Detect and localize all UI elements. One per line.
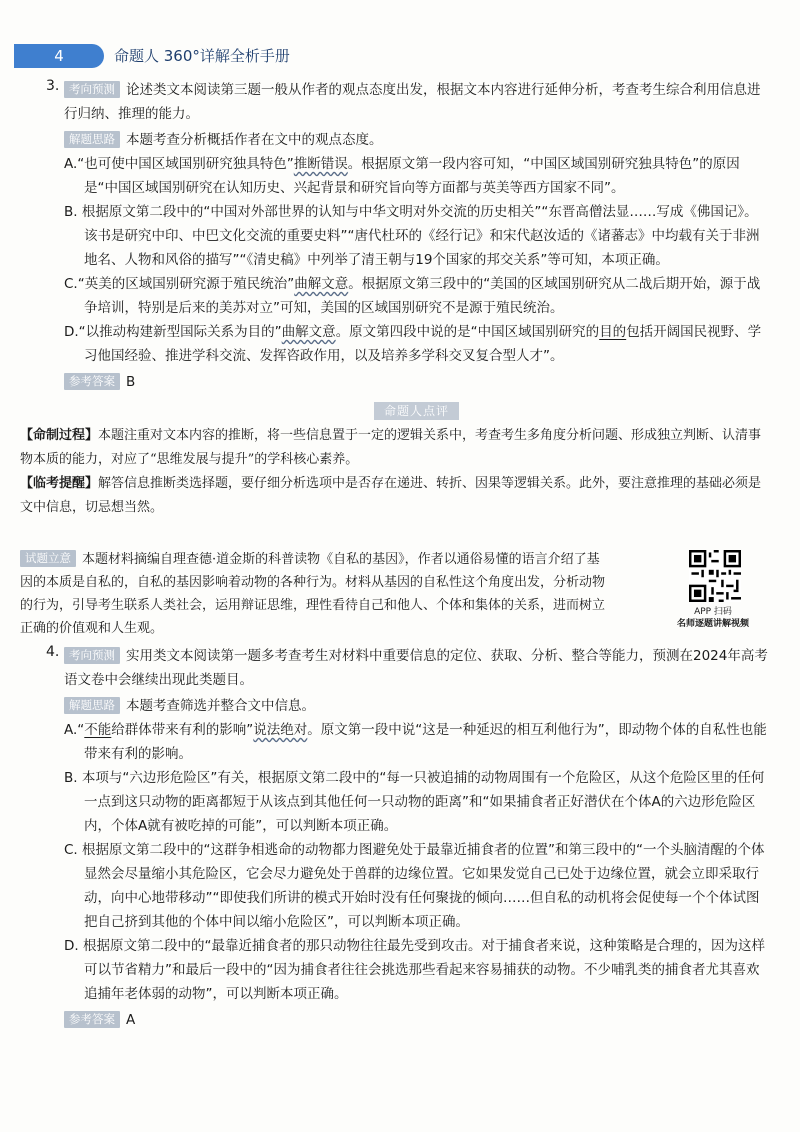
q3-d-mid1: 。原文第四段中说的是“中国区域国别研究的 xyxy=(335,324,600,340)
q4-a-prefix: A.“ xyxy=(64,722,85,738)
q4-a-error: 说法绝对 xyxy=(253,722,308,738)
q4-option-d: D. 根据原文第二段中的“最靠近捕食者的那只动物往往最先受到攻击。对于捕食者来说，这种策略是合理的，因为这样可以节省精力”和最后一段中的“因为捕食者往往会挑选那些看起来容易捕获的动物。不少哺乳类的捕食者尤其喜欢追捕年老体弱的动物”，可以判断本项正确。 xyxy=(64,938,765,1002)
q3-option-b: B. 根据原文第二段中的“中国对外部世界的认知与中华文明对外交流的历史相关”“东晋高僧法显……写成《佛国记》。该书是研究中印、中巴文化交流的重要史料”“唐代杜环的《经行记》和宋代赵汝适的《诸蕃志》中均载有关于非洲地名、人物和风俗的描写”“《清史稿》中列举了清王朝与19个国家的邦交关系”等可知，本项正确。 xyxy=(64,204,760,268)
tag-answer: 参考答案 xyxy=(64,373,120,390)
tag-intro: 试题立意 xyxy=(20,550,76,567)
question-3-number: 3. xyxy=(46,78,60,94)
q3-d-mid2: 包括开阔国民视野、学习他国经验、推进学科交流、发挥咨政作用，以及培养多学科交叉复合型人才”。 xyxy=(84,324,762,364)
page-number: 4 xyxy=(14,44,104,68)
process-label: 【命制过程】 xyxy=(20,428,99,443)
q3-a-error: 推断错误 xyxy=(293,156,348,172)
question-4-number: 4. xyxy=(46,644,60,660)
q3-option-c xyxy=(64,272,769,320)
q3-c-rest: 。根据原文第三段中的“美国的区域国别研究从二战后期开始，源于战争培训，特别是后来的美苏对立”可知，美国的区域国别研究不是源于殖民统治。 xyxy=(84,276,761,316)
q4-approach-text: 本题考查筛选并整合文中信息。 xyxy=(126,698,315,714)
q3-predict xyxy=(64,78,769,126)
tag-answer-4: 参考答案 xyxy=(64,1011,120,1028)
q4-predict xyxy=(64,644,769,692)
q4-a-underline: 不能 xyxy=(84,722,112,738)
qr-code-icon[interactable] xyxy=(689,550,741,602)
commentary-title-wrap xyxy=(64,400,769,420)
q3-a-prefix: A.“也可使中国区域国别研究独具特色” xyxy=(64,156,294,172)
q3-d-underline: 目的 xyxy=(599,324,627,340)
intro-text-block xyxy=(20,548,610,640)
q4-answer xyxy=(64,1008,769,1032)
tip-text: 解答信息推断类选择题，要仔细分析选项中是否存在递进、转折、因果等逻辑关系。此外，要注意推理的基础必须是文中信息，切忌想当然。 xyxy=(20,476,762,515)
process-text: 本题注重对文本内容的推断，将一些信息置于一定的逻辑关系中，考查考生多角度分析问题、形成独立判断、认清事物本质的能力，对应了“思维发展与提升”的学科核心素养。 xyxy=(20,428,762,467)
commentary-process xyxy=(20,424,769,472)
q4-option-b: B. 本项与“六边形危险区”有关，根据原文第二段中的“每一只被追捕的动物周围有一个危险区，从这个危险区里的任何一点到这只动物的距离都短于从该点到其他任何一只动物的距离”和“如果捕食者正好潜伏在个体A的六边形危险区内，个体A就有被吃掉的可能”，可以判断本项正确。 xyxy=(64,770,765,834)
q3-d-prefix: D.“以推动构建新型国际关系为目的” xyxy=(64,324,282,340)
q4-a-rest: 。原文第一段中说“这是一种延迟的相互利他行为”，即动物个体的自私性也能带来有利的影响。 xyxy=(84,722,767,762)
tag-predict: 考向预测 xyxy=(64,81,120,98)
q4-option-c: C. 根据原文第二段中的“这群争相逃命的动物都力图避免处于最靠近捕食者的位置”和第三段中的“一个头脑清醒的个体显然会尽量缩小其危险区，它会尽力避免处于兽群的边缘位置。它如果发觉自己已处于边缘位置，就会立即采取行动，向中心地带移动”“即使我们所讲的模式开始时没有任何聚拢的倾向……但自私的动机将会促使每一个个体试图把自己挤到其他的个体中间以缩小危险区”，可以判断本项正确。 xyxy=(64,842,765,930)
intro-section xyxy=(20,548,769,640)
q4-predict-text: 实用类文本阅读第一题多考查考生对材料中重要信息的定位、获取、分析、整合等能力，预测在2024年高考语文卷中会继续出现此类题目。 xyxy=(64,648,768,688)
q3-approach xyxy=(64,128,769,152)
page-content xyxy=(20,78,769,1032)
tag-predict-4: 考向预测 xyxy=(64,647,120,664)
commentary-tip xyxy=(20,472,769,520)
q3-a-rest: 。根据原文第一段内容可知，“中国区域国别研究独具特色”的原因是“中国区域国别研究在认知历史、兴起背景和研究旨向等方面都与英美等西方国家不同”。 xyxy=(84,156,740,196)
q3-predict-text: 论述类文本阅读第三题一般从作者的观点态度出发，根据文本内容进行延伸分析，考查考生综合利用信息进行归纳、推理的能力。 xyxy=(64,82,761,122)
tip-label: 【临考提醒】 xyxy=(20,476,99,491)
page-header xyxy=(0,44,800,70)
q3-approach-text: 本题考查分析概括作者在文中的观点态度。 xyxy=(126,132,383,148)
q4-option-a xyxy=(64,718,769,766)
qr-caption xyxy=(669,606,757,630)
question-3 xyxy=(46,78,769,394)
q3-d-error: 曲解文意 xyxy=(281,324,336,340)
qr-caption-1: APP 扫码 xyxy=(694,607,732,617)
q3-c-error: 曲解文意 xyxy=(294,276,349,292)
intro-text: 本题材料摘编自理查德·道金斯的科普读物《自私的基因》，作者以通俗易懂的语言介绍了基因的本质是自私的，自私的基因影响着动物的各种行为。材料从基因的自私性这个角度出发，分析动物的行为，引导考生联系人类社会，运用辩证思维，理性看待自己和他人、个体和集体的关系，进而树立正确的价值观和人生观。 xyxy=(20,552,606,636)
q3-answer-value: B xyxy=(126,374,136,390)
qr-caption-2: 名师逐题讲解视频 xyxy=(676,619,749,629)
commentary-title: 命题人点评 xyxy=(374,402,459,420)
tag-approach: 解题思路 xyxy=(64,131,120,148)
q4-a-mid: 给群体带来有利的影响” xyxy=(111,722,254,738)
q4-approach xyxy=(64,694,769,718)
book-title: 命题人 360°详解全析手册 xyxy=(114,47,290,65)
q3-c-prefix: C.“英美的区域国别研究源于殖民统治” xyxy=(64,276,295,292)
q3-option-a xyxy=(64,152,769,200)
q4-answer-value: A xyxy=(126,1012,136,1028)
q3-option-d xyxy=(64,320,769,368)
question-4 xyxy=(46,644,769,1032)
tag-approach-4: 解题思路 xyxy=(64,697,120,714)
q3-answer xyxy=(64,370,769,394)
